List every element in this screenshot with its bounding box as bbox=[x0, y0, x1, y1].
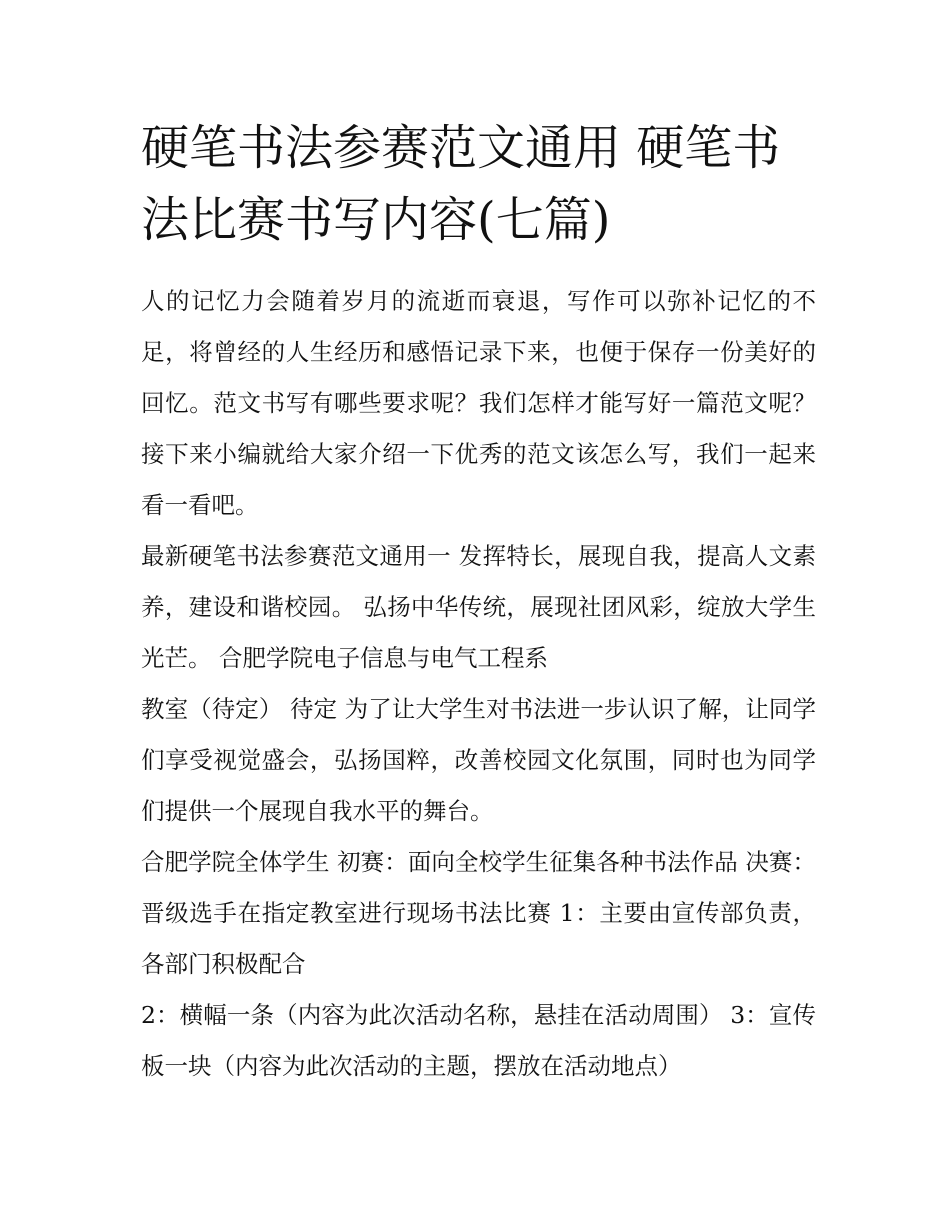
paragraph-theme: 最新硬笔书法参赛范文通用一 发挥特长，展现自我，提高人文素养，建设和谐校园。 弘扬中华传统，展现社团风彩，绽放大学生光芒。 合肥学院电子信息与电气工程系 bbox=[141, 542, 816, 672]
paragraph-intro: 人的记忆力会随着岁月的流逝而衰退，写作可以弥补记忆的不足，将曾经的人生经历和感悟记录下来，也便于保存一份美好的回忆。范文书写有哪些要求呢？我们怎样才能写好一篇范文呢？接下来小编就给大家介绍一下优秀的范文该怎么写，我们一起来看一看吧。 bbox=[141, 287, 816, 519]
document-body bbox=[141, 276, 816, 1092]
paragraph-location-purpose: 教室（待定） 待定 为了让大学生对书法进一步认识了解，让同学们享受视觉盛会，弘扬国粹，改善校园文化氛围，同时也为同学们提供一个展现自我水平的舞台。 bbox=[141, 695, 816, 825]
paragraph-materials: 2：横幅一条（内容为此次活动名称，悬挂在活动周围） 3：宣传板一块（内容为此次活动的主题，摆放在活动地点） bbox=[141, 1001, 816, 1080]
paragraph-participants-format: 合肥学院全体学生 初赛：面向全校学生征集各种书法作品 决赛：晋级选手在指定教室进行现场书法比赛 1：主要由宣传部负责，各部门积极配合 bbox=[141, 848, 816, 978]
document-title: 硬笔书法参赛范文通用 硬笔书法比赛书写内容(七篇) bbox=[141, 120, 781, 248]
